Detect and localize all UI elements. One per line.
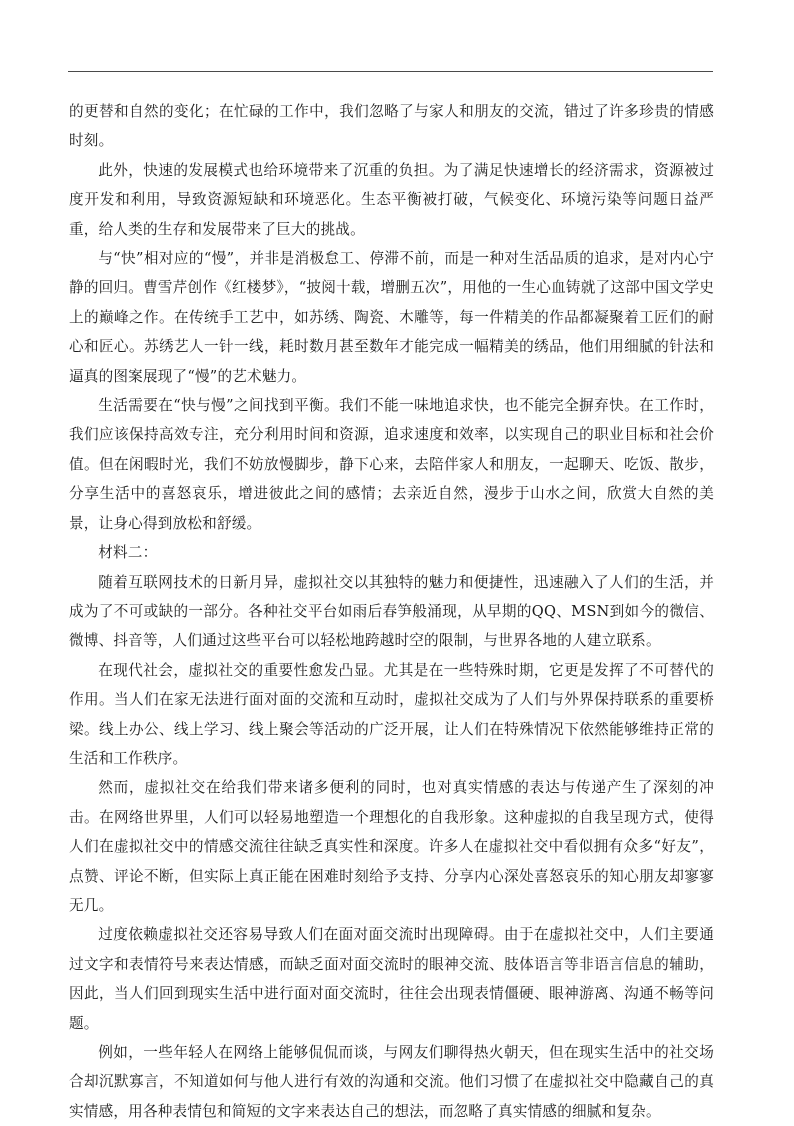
- paragraph-9: 过度依赖虚拟社交还容易导致人们在面对面交流时出现障碍。由于在虚拟社交中，人们主要通过文字和表情符号来表达情感，而缺乏面对面交流时的眼神交流、肢体语言等非语言信息的辅助，因此，当人们回到现实生活中进行面对面交流时，往往会出现表情僵硬、眼神游离、沟通不畅等问题。: [69, 926, 714, 1032]
- paragraph-10: 例如，一些年轻人在网络上能够侃侃而谈，与网友们聊得热火朝天，但在现实生活中的社交场合却沉默寡言，不知道如何与他人进行有效的沟通和交流。他们习惯了在虚拟社交中隐藏自己的真实情感，用各种表情包和简短的文字来表达自己的想法，而忽略了真实情感的细腻和复杂。: [69, 1044, 714, 1120]
- section-heading-material-2: 材料二：: [98, 544, 158, 562]
- article-body: [69, 97, 714, 1126]
- paragraph-6: 随着互联网技术的日新月异，虚拟社交以其独特的魅力和便捷性，迅速融入了人们的生活，并成为了不可或缺的一部分。各种社交平台如雨后春笋般涌现，从早期的QQ、MSN到如今的微信、微博、抖音等，人们通过这些平台可以轻松地跨越时空的限制，与世界各地的人建立联系。: [69, 573, 714, 650]
- header-rule: [68, 71, 713, 72]
- paragraph-7: 在现代社会，虚拟社交的重要性愈发凸显。尤其是在一些特殊时期，它更是发挥了不可替代的作用。当人们在家无法进行面对面的交流和互动时，虚拟社交成为了人们与外界保持联系的重要桥梁。线上办公、线上学习、线上聚会等活动的广泛开展，让人们在特殊情况下依然能够维持正常的生活和工作秩序。: [69, 661, 714, 767]
- paragraph-3: 与“快”相对应的“慢”，并非是消极怠工、停滞不前，而是一种对生活品质的追求，是对内心宁静的回归。曹雪芹创作《红楼梦》，“披阅十载，增删五次”，用他的一生心血铸就了这部中国文学史上的巅峰之作。在传统手工艺中，如苏绣、陶瓷、木雕等，每一件精美的作品都凝聚着工匠们的耐心和匠心。苏绣艺人一针一线，耗时数月甚至数年才能完成一幅精美的绣品，他们用细腻的针法和逼真的图案展现了“慢”的艺术魅力。: [69, 250, 714, 385]
- paragraph-2: 此外，快速的发展模式也给环境带来了沉重的负担。为了满足快速增长的经济需求，资源被过度开发和利用，导致资源短缺和环境恶化。生态平衡被打破，气候变化、环境污染等问题日益严重，给人类的生存和发展带来了巨大的挑战。: [69, 161, 714, 238]
- paragraph-8: 然而，虚拟社交在给我们带来诸多便利的同时，也对真实情感的表达与传递产生了深刻的冲击。在网络世界里，人们可以轻易地塑造一个理想化的自我形象。这种虚拟的自我呈现方式，使得人们在虚拟社交中的情感交流往往缺乏真实性和深度。许多人在虚拟社交中看似拥有众多“好友”，点赞、评论不断，但实际上真正能在困难时刻给予支持、分享内心深处喜怒哀乐的知心朋友却寥寥无几。: [69, 779, 714, 914]
- paragraph-4: 生活需要在“快与慢”之间找到平衡。我们不能一味地追求快，也不能完全摒弃快。在工作时，我们应该保持高效专注，充分利用时间和资源，追求速度和效率，以实现自己的职业目标和社会价值。但在闲暇时光，我们不妨放慢脚步，静下心来，去陪伴家人和朋友，一起聊天、吃饭、散步，分享生活中的喜怒哀乐，增进彼此之间的感情；去亲近自然，漫步于山水之间，欣赏大自然的美景，让身心得到放松和舒缓。: [69, 397, 714, 532]
- paragraph-1: 的更替和自然的变化；在忙碌的工作中，我们忽略了与家人和朋友的交流，错过了许多珍贵的情感时刻。: [69, 103, 714, 150]
